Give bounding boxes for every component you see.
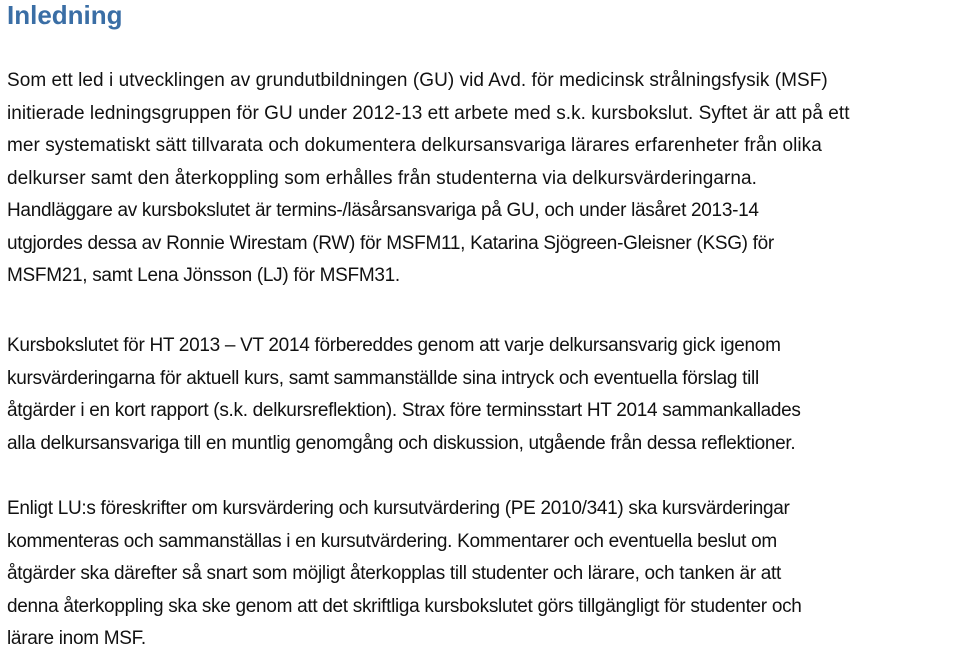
paragraph-line: Kursbokslutet för HT 2013 – VT 2014 förbereddes genom att varje delkursansvarig gick igenom xyxy=(7,335,781,356)
paragraph-line: alla delkursansvariga till en muntlig genomgång och diskussion, utgående från dessa reflektioner. xyxy=(7,432,796,454)
paragraph-line: mer systematiskt sätt tillvarata och dokumentera delkursansvariga lärares erfarenheter från olika xyxy=(7,135,822,156)
paragraph-process xyxy=(7,330,952,460)
paragraph-line: kommenteras och sammanställas i en kursutvärdering. Kommentarer och eventuella beslut om xyxy=(7,530,777,552)
paragraph-line: utgjordes dessa av Ronnie Wirestam (RW) för MSFM11, Katarina Sjögreen-Gleisner (KSG) för xyxy=(7,232,774,254)
paragraph-line: denna återkoppling ska ske genom att det skriftliga kursbokslutet görs tillgängligt för studenter och xyxy=(7,595,802,617)
paragraph-line: Handläggare av kursbokslutet är termins-/läsårsansvariga på GU, och under läsåret 2013-14 xyxy=(7,200,759,221)
paragraph-regulations xyxy=(7,493,952,656)
paragraph-intro xyxy=(7,65,952,293)
paragraph-line: Som ett led i utvecklingen av grundutbildningen (GU) vid Avd. för medicinsk strålningsfysik (MSF) xyxy=(7,70,828,91)
paragraph-line: delkurser samt den återkoppling som erhålles från studenterna via delkursvärderingarna. xyxy=(7,167,757,189)
paragraph-line: Enligt LU:s föreskrifter om kursvärdering och kursutvärdering (PE 2010/341) ska kursvärderingar xyxy=(7,498,790,519)
paragraph-line: kursvärderingarna för aktuell kurs, samt sammanställde sina intryck och eventuella förslag till xyxy=(7,367,759,389)
paragraph-line: MSFM21, samt Lena Jönsson (LJ) för MSFM31. xyxy=(7,265,400,286)
section-heading: Inledning xyxy=(7,0,123,30)
paragraph-line: initierade ledningsgruppen för GU under 2012-13 ett arbete med s.k. kursbokslut. Syftet är att på ett xyxy=(7,102,850,124)
paragraph-line: åtgärder ska därefter så snart som möjligt återkopplas till studenter och lärare, och tanken är att xyxy=(7,563,781,584)
paragraph-line: åtgärder i en kort rapport (s.k. delkursreflektion). Strax före terminsstart HT 2014 sammankallades xyxy=(7,400,801,421)
paragraph-line: lärare inom MSF. xyxy=(7,628,146,649)
